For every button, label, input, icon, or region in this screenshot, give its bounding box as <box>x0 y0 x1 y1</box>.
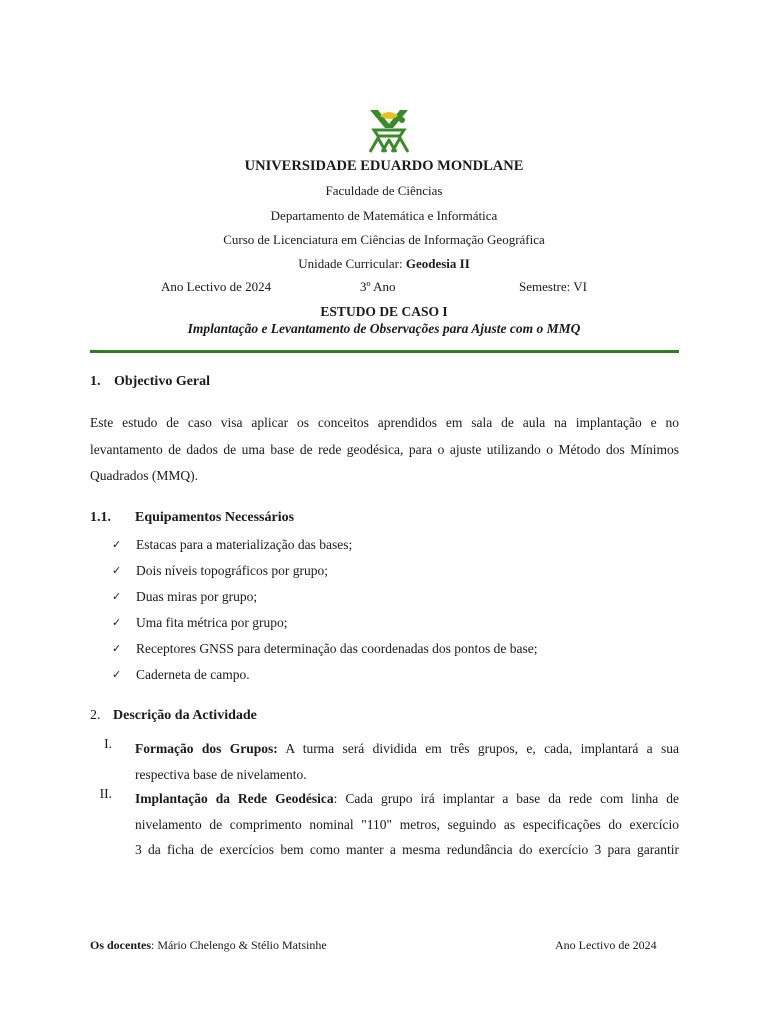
activity-lead: Implantação da Rede Geodésica <box>135 791 334 806</box>
checkmark-icon: ✓ <box>112 590 122 603</box>
academic-year: Ano Lectivo de 2024 <box>161 279 272 294</box>
paragraph-line: Este estudo de caso visa aplicar os conceitos aprendidos em sala de aula na implantação e no <box>90 415 679 430</box>
activity-text: A turma será dividida em três grupos, e, cada, implantará a sua <box>277 741 680 756</box>
roman-numeral: II. <box>99 786 112 801</box>
activity-line: nivelamento de comprimento nominal "110" metros, seguindo as especificações do exercício <box>135 816 679 832</box>
footer-docentes <box>90 938 327 953</box>
activity-line: 3 da ficha de exercícios bem como manter a mesma redundância do exercício 3 para garantir <box>135 842 679 857</box>
list-item-text: Caderneta de campo. <box>136 667 250 682</box>
list-item <box>112 588 538 614</box>
section-title: Objectivo Geral <box>114 374 211 389</box>
list-item <box>112 640 538 666</box>
activity-line <box>135 786 679 812</box>
activity-item-body <box>135 786 679 863</box>
list-item <box>112 536 538 562</box>
document-subtitle: Implantação e Levantamento de Observações para Ajuste com o MMQ <box>187 321 581 336</box>
section-number: 1.1. <box>90 510 111 525</box>
list-item-text: Duas miras por grupo; <box>136 589 258 604</box>
curricular-unit-label: Unidade Curricular: <box>298 256 406 271</box>
objective-paragraph <box>90 410 679 490</box>
equipment-list <box>112 536 538 692</box>
list-item-text: Receptores GNSS para determinação das coordenadas dos pontos de base; <box>136 641 538 656</box>
checkmark-icon: ✓ <box>112 642 122 655</box>
roman-numeral: I. <box>104 736 112 751</box>
section-number: 1. <box>90 374 101 389</box>
section-number: 2. <box>90 708 101 723</box>
section-title: Equipamentos Necessários <box>135 510 295 525</box>
section-heading-descricao <box>90 708 257 724</box>
checkmark-icon: ✓ <box>112 538 122 551</box>
activity-line: respectiva base de nivelamento. <box>135 766 307 782</box>
curricular-unit-value: Geodesia II <box>405 256 470 271</box>
title-divider <box>90 350 679 353</box>
section-title: Descrição da Actividade <box>113 708 257 723</box>
footer-docentes-names: : Mário Chelengo & Stélio Matsinhe <box>151 938 327 952</box>
section-heading-equipamentos <box>90 510 294 526</box>
university-name: UNIVERSIDADE EDUARDO MONDLANE <box>244 158 524 174</box>
document-title: ESTUDO DE CASO I <box>320 304 448 319</box>
semester: Semestre: VI <box>519 279 587 294</box>
list-item <box>112 562 538 588</box>
footer-year: Ano Lectivo de 2024 <box>555 938 657 952</box>
footer-docentes-label: Os docentes <box>90 938 151 952</box>
activity-lead: Formação dos Grupos: <box>135 741 278 756</box>
checkmark-icon: ✓ <box>112 668 122 681</box>
activity-text: : Cada grupo irá implantar a base da rede com linha de <box>333 791 679 806</box>
list-item <box>112 614 538 640</box>
list-item-text: Estacas para a materialização das bases; <box>136 537 353 552</box>
course-year: 3º Ano <box>360 279 396 294</box>
section-heading-objectivo <box>90 374 210 390</box>
checkmark-icon: ✓ <box>112 564 122 577</box>
university-logo-icon <box>364 106 414 154</box>
list-item <box>112 666 538 692</box>
checkmark-icon: ✓ <box>112 616 122 629</box>
list-item-text: Dois níveis topográficos por grupo; <box>136 563 328 578</box>
department-name: Departamento de Matemática e Informática <box>270 208 498 223</box>
activity-line <box>135 736 679 762</box>
paragraph-line: Quadrados (MMQ). <box>90 468 198 483</box>
course-name: Curso de Licenciatura em Ciências de Informação Geográfica <box>223 232 545 247</box>
paragraph-line: levantamento de dados de uma base de rede geodésica, para o ajuste utilizando o Método dos Mínimos <box>90 441 679 457</box>
list-item-text: Uma fita métrica por grupo; <box>136 615 288 630</box>
faculty-name: Faculdade de Ciências <box>325 183 443 198</box>
curricular-unit <box>0 256 768 272</box>
activity-item-body <box>135 736 679 787</box>
